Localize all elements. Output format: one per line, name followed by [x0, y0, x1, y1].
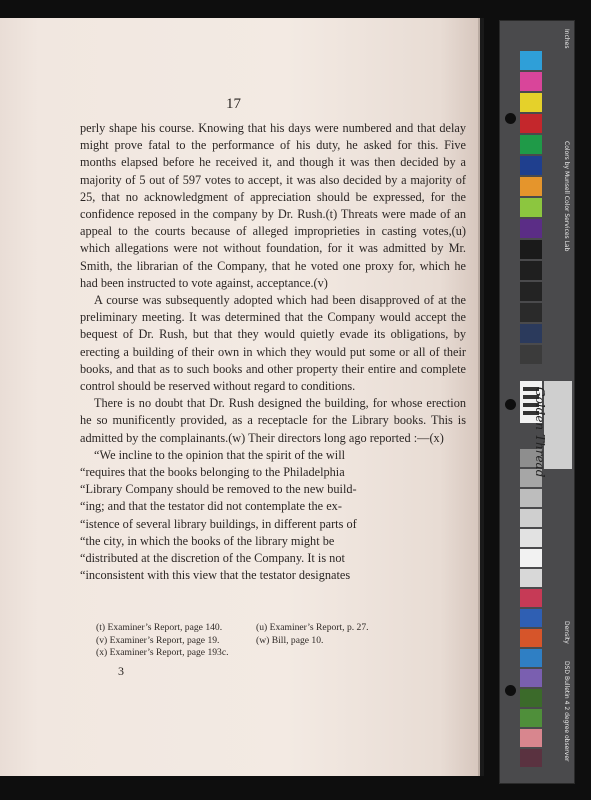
observer-label: DSD Bulletin 4 2 degree observer [563, 661, 570, 762]
page-number: 17 [226, 96, 241, 112]
footnotes-left [96, 622, 229, 660]
punch-hole-icon [505, 399, 516, 410]
golden-thread-panel [544, 381, 572, 469]
color-swatch [520, 240, 542, 259]
footnote: (x) Examiner’s Report, page 193c. [96, 647, 229, 658]
color-swatch [520, 345, 542, 364]
quote-line: “inconsistent with this view that the testator designates [80, 568, 351, 583]
color-swatch [520, 589, 542, 607]
color-swatch [520, 51, 542, 70]
quote-line: “the city, in which the books of the library might be [80, 533, 335, 548]
color-swatch [520, 282, 542, 301]
color-swatch [520, 629, 542, 647]
color-swatch [520, 324, 542, 343]
footnotes-right [256, 622, 369, 647]
color-swatch [520, 689, 542, 707]
quote-line: “ing; and that the testator did not contemplate the ex- [80, 499, 342, 514]
punch-hole-icon [505, 113, 516, 124]
color-swatch [520, 569, 542, 587]
quote-line: “We incline to the opinion that the spirit of the will [94, 447, 346, 462]
color-swatch [520, 489, 542, 507]
color-swatch [520, 156, 542, 175]
color-swatch [520, 749, 542, 767]
color-swatch [520, 177, 542, 196]
footnote: (t) Examiner’s Report, page 140. [96, 622, 223, 633]
color-swatch [520, 135, 542, 154]
signature-mark: 3 [118, 664, 124, 678]
golden-thread-label: Golden Thread [533, 387, 547, 478]
color-swatch [520, 729, 542, 747]
quote-line: “requires that the books belonging to the Philadelphia [80, 465, 345, 480]
color-swatch [520, 509, 542, 527]
footnote: (u) Examiner’s Report, p. 27. [256, 622, 369, 633]
brand-label: Colors by Munsell Color Services Lab [563, 141, 570, 252]
color-swatch [520, 72, 542, 91]
color-swatch [520, 261, 542, 280]
inches-label: Inches [563, 29, 570, 49]
color-swatch [520, 709, 542, 727]
body-text [80, 120, 466, 584]
footnote: (v) Examiner’s Report, page 19. [96, 634, 220, 646]
color-swatch [520, 198, 542, 217]
color-swatch [520, 219, 542, 238]
color-checker-target [499, 20, 575, 784]
paragraph-2: A course was subsequently adopted which had been disapproved of at the preliminary meeting. It was determined that the Company would accept the bequest of Dr. Rush, but that they would quietly evade its obligations, by erecting a building of their own in which they would put some or all of their books, and that as to such books and other property their entire and complete control should be reserved without regard to conditions. [80, 293, 466, 394]
color-swatch [520, 649, 542, 667]
color-swatch [520, 114, 542, 133]
paragraph-1: perly shape his course. Knowing that his days were numbered and that delay might prove fatal to the performance of his duty, he asked for this. Five months elapsed before he received it, and though it was then decided by a majority of 5 out of 597 votes to accept, it was also decided by a majority of 25, that no acknowledgment of appreciation should be expressed, for the confidence reposed in the company by Dr. Rush.(t) Threats were made of an appeal to the courts because of alleged improprieties in casting votes,(u) which allegations were not without foundation, for it was admitted by Mr. Smith, the librarian of the Company, that he voted one proxy for, which he had been instructed to vote against, acceptance.(v) [80, 121, 466, 290]
quote-line: “Library Company should be removed to the new build- [80, 482, 357, 497]
footnote: (w) Bill, page 10. [256, 634, 324, 646]
color-swatch [520, 93, 542, 112]
density-label: Density [563, 621, 570, 644]
color-swatch [520, 669, 542, 687]
color-swatch [520, 609, 542, 627]
color-swatch [520, 303, 542, 322]
punch-hole-icon [505, 685, 516, 696]
quote-line: “istence of several library buildings, in different parts of [80, 516, 357, 531]
quotation [80, 447, 466, 585]
paragraph-3: There is no doubt that Dr. Rush designed the building, for whose erection he so munificently provided, as a receptacle for the Library books. This is admitted by the complainants.(w) Their directors long ago reported :—(x) [80, 396, 466, 445]
color-swatch [520, 529, 542, 547]
color-swatch [520, 549, 542, 567]
quote-line: “distributed at the discretion of the Company. It is not [80, 551, 345, 566]
